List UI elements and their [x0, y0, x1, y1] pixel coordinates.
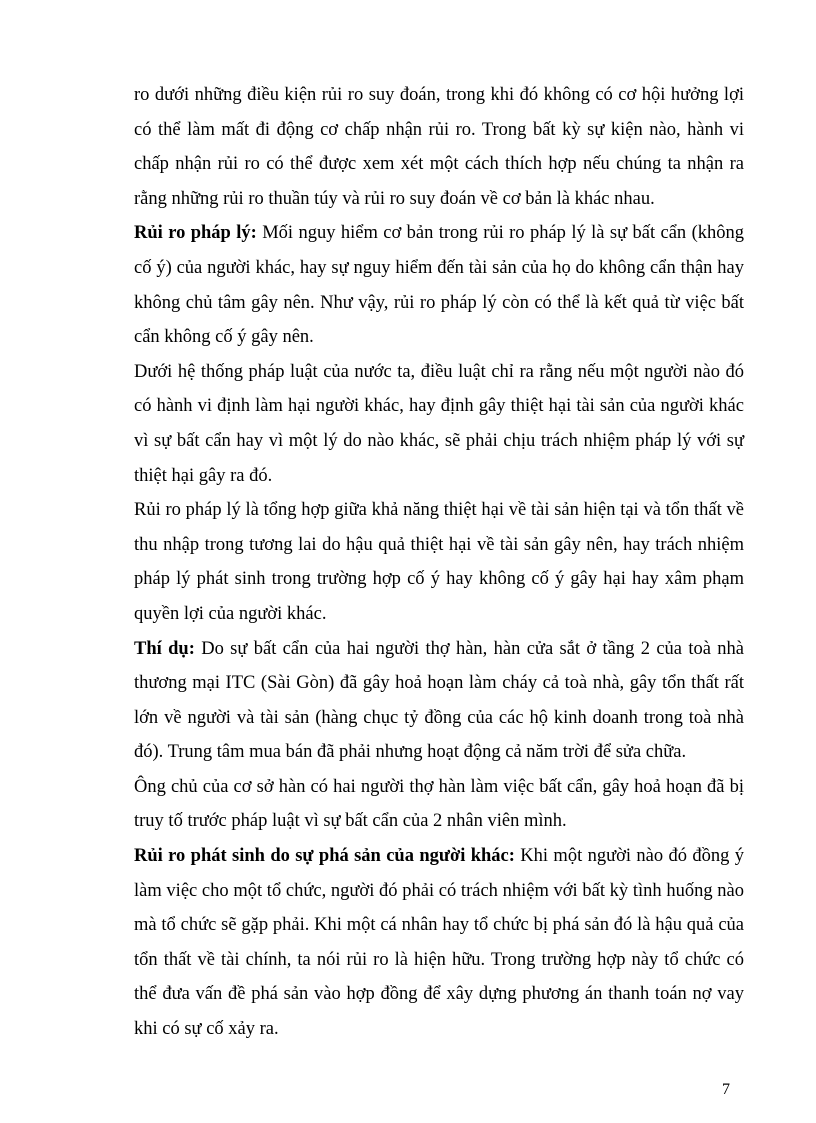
document-body: [134, 78, 744, 1047]
paragraph-example: [134, 632, 744, 770]
paragraph-text: Mối nguy hiểm cơ bản trong rủi ro pháp lý là sự bất cẩn (không cố ý) của người khác, hay sự nguy hiểm đến tài sản của họ do không cẩn thận hay không chủ tâm gây nên. Như vậy, rủi ro pháp lý còn có thể là kết quả từ việc bất cẩn không cố ý gây nên.: [134, 223, 744, 348]
paragraph-lead: Thí dụ:: [134, 638, 195, 659]
paragraph-text: Do sự bất cẩn của hai người thợ hàn, hàn cửa sắt ở tầng 2 của toà nhà thương mại ITC (Sài Gòn) đã gây hoả hoạn làm cháy cả toà nhà, gây tổn thất rất lớn về người và tài sản (hàng chục tỷ đồng của các hộ kinh doanh trong toà nhà đó). Trung tâm mua bán đã phải nhưng hoạt động cả năm trời để sửa chữa.: [134, 638, 744, 763]
paragraph-text: Rủi ro pháp lý là tổng hợp giữa khả năng thiệt hại về tài sản hiện tại và tổn thất về thu nhập trong tương lai do hậu quả thiệt hại về tài sản gây nên, hay trách nhiệm pháp lý phát sinh trong trường hợp cố ý hay không cố ý gây hại hay xâm phạm quyền lợi của người khác.: [134, 500, 744, 624]
paragraph-text: Dưới hệ thống pháp luật của nước ta, điều luật chỉ ra rằng nếu một người nào đó có hành vi định làm hại người khác, hay định gây thiệt hại tài sản của người khác vì sự bất cẩn hay vì một lý do nào khác, sẽ phải chịu trách nhiệm pháp lý với sự thiệt hại gây ra đó.: [134, 361, 744, 486]
paragraph-legal-risk-definition: [134, 493, 744, 631]
paragraph-legal-system: [134, 355, 744, 493]
paragraph-lead: Rủi ro phát sinh do sự phá sản của người khác:: [134, 846, 515, 867]
paragraph-legal-risk: [134, 216, 744, 354]
paragraph-risk-acceptance: [134, 78, 744, 216]
paragraph-bankruptcy-risk: [134, 839, 744, 1047]
page-number: 7: [722, 1081, 730, 1098]
paragraph-lead: Rủi ro pháp lý:: [134, 223, 257, 244]
paragraph-text: Ông chủ của cơ sở hàn có hai người thợ hàn làm việc bất cẩn, gây hoả hoạn đã bị truy tố trước pháp luật vì sự bất cẩn của 2 nhân viên mình.: [134, 776, 744, 832]
paragraph-text: Khi một người nào đó đồng ý làm việc cho một tổ chức, người đó phải có trách nhiệm với bất kỳ tình huống nào mà tổ chức sẽ gặp phải. Khi một cá nhân hay tổ chức bị phá sản đó là hậu quả của tổn thất về tài chính, ta nói rủi ro là hiện hữu. Trong trường hợp này tổ chức có thể đưa vấn đề phá sản vào hợp đồng để xây dựng phương án thanh toán nợ vay khi có sự cố xảy ra.: [134, 846, 744, 1040]
paragraph-text: ro dưới những điều kiện rủi ro suy đoán, trong khi đó không có cơ hội hưởng lợi có thể làm mất đi động cơ chấp nhận rủi ro. Trong bất kỳ sự kiện nào, hành vi chấp nhận rủi ro có thể được xem xét một cách thích hợp nếu chúng ta nhận ra rằng những rủi ro thuần túy và rủi ro suy đoán về cơ bản là khác nhau.: [134, 85, 744, 209]
paragraph-owner-prosecuted: [134, 770, 744, 839]
